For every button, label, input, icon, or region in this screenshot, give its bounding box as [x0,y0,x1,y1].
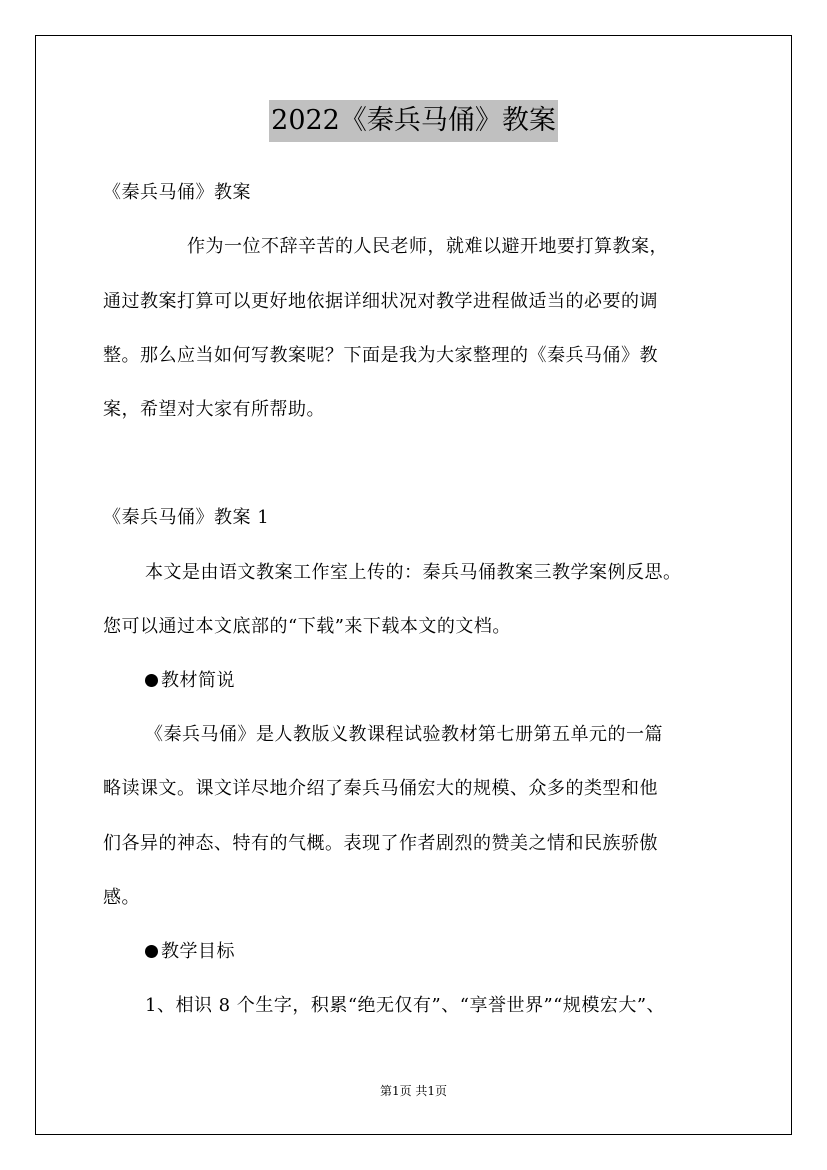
page-footer: 第1页 共1页 [379,1084,448,1098]
section1-intro-line-1: 本文是由语文教案工作室上传的：秦兵马俑教案三教学案例反思。 [145,562,682,583]
bullet-icon [145,945,158,958]
materials-line-4: 感。 [103,887,140,908]
bullet-icon [145,674,158,687]
document-title: 2022《秦兵马俑》教案 [269,100,558,142]
main-heading: 《秦兵马俑》教案 [103,182,251,203]
intro-line-3: 整。那么应当如何写教案呢？下面是我为大家整理的《秦兵马俑》教 [103,345,658,366]
section1-heading: 《秦兵马俑》教案 1 [103,507,270,528]
materials-line-3: 们各异的神态、特有的气概。表现了作者剧烈的赞美之情和民族骄傲 [103,833,658,854]
subheading-materials-label: 教材简说 [161,670,235,691]
intro-line-2: 通过教案打算可以更好地依据详细状况对教学进程做适当的必要的调 [103,291,658,312]
intro-line-4: 案，希望对大家有所帮助。 [103,399,325,420]
subheading-materials [145,668,235,694]
intro-line-1: 作为一位不辞辛苦的人民老师，就难以避开地要打算教案， [187,236,668,257]
materials-line-2: 略读课文。课文详尽地介绍了秦兵马俑宏大的规模、众多的类型和他 [103,778,658,799]
materials-line-1: 《秦兵马俑》是人教版义教课程试验教材第七册第五单元的一篇 [145,724,663,745]
goals-line-1: 1、相识 8 个生字，积累“绝无仅有”、“享誉世界”“规模宏大”、 [145,995,666,1016]
subheading-goals [145,939,235,965]
section1-intro-line-2: 您可以通过本文底部的“下载”来下载本文的文档。 [103,616,511,637]
title-container [0,100,827,142]
subheading-goals-label: 教学目标 [161,941,235,962]
